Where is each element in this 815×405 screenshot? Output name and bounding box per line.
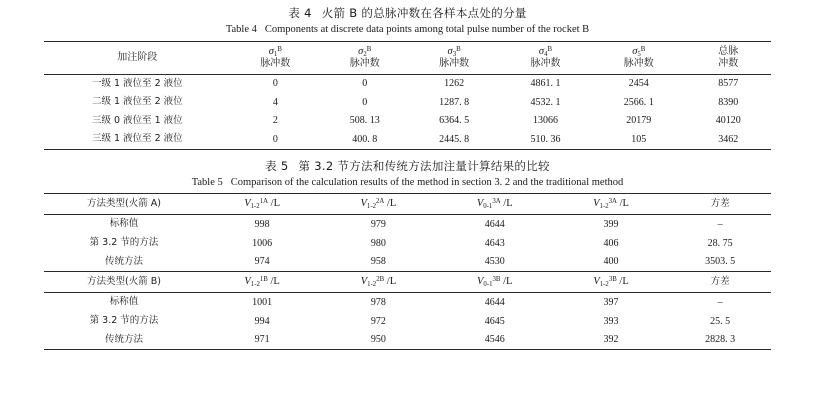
table5-header-variance-a: 方差: [669, 194, 771, 215]
table5-cell: 980: [370, 237, 386, 249]
table-row: [44, 312, 771, 331]
table4-caption-en: [44, 23, 771, 36]
table-row: [44, 253, 771, 272]
table4-cell: 13066: [532, 115, 558, 127]
table5-cell: 传统方法: [44, 331, 204, 350]
table5-header-v3a-12: $V_{1-2}^{3A}$ /L: [553, 194, 669, 215]
table5-caption-cn-text: 第 3.2 节方法和传统方法加注量计算结果的比较: [298, 158, 550, 173]
table5-cell: 25. 5: [710, 315, 731, 327]
table5-cell: 400: [603, 256, 619, 268]
table4-cell: 4: [272, 96, 278, 108]
table4-cell: 2454: [592, 74, 685, 93]
table4-cell: 20179: [626, 115, 652, 127]
table5-cell: 950: [320, 331, 436, 350]
table5-cell: 392: [553, 331, 669, 350]
table5-header-variance-b: 方差: [669, 272, 771, 293]
table5-header-type-a: 方法类型(火箭 A): [44, 194, 204, 215]
table5-cell: 3503. 5: [705, 256, 736, 268]
table4-caption-en-text: Components at discrete data points among total pulse number of the rocket B: [264, 24, 590, 36]
table5-cell: 传统方法: [104, 255, 143, 267]
table4-cell: 一级 1 液位至 2 液位: [44, 74, 231, 93]
table4-cell: 0: [320, 74, 409, 93]
table4-header-sigma3: $\sigma_3^B$ 脉冲数: [409, 41, 498, 74]
table4-cell: 三级 1 液位至 2 液位: [44, 130, 231, 149]
table5-cell: 4643: [484, 237, 505, 249]
table5-cell: 4644: [437, 215, 553, 234]
table5-header-row-b: [44, 272, 771, 293]
table4-cell: 4532. 1: [530, 96, 561, 108]
table5-cell: 4530: [484, 256, 505, 268]
table4-header-sigma2: $\sigma_2^B$ 脉冲数: [320, 41, 409, 74]
table5-caption-en-text: Comparison of the calculation results of the method in section 3. 2 and the traditional method: [230, 177, 624, 189]
table-row: [44, 74, 771, 93]
table4-cell: 400. 8: [320, 130, 409, 149]
table4-cell: 40120: [715, 115, 741, 127]
table4-caption-cn-number: 表 4: [288, 6, 312, 20]
table5-cell: 4546: [437, 331, 553, 350]
table5: [44, 193, 771, 350]
table4-cell: 3462: [685, 130, 771, 149]
table5-cell: 标称值: [44, 215, 204, 234]
table5-cell: 1006: [252, 237, 273, 249]
table5-header-type-b: 方法类型(火箭 B): [44, 272, 204, 293]
table5-cell: 393: [603, 315, 619, 327]
table5-cell: 974: [254, 256, 270, 268]
table5-header-v3a-01: $V_{0-1}^{3A}$ /L: [437, 194, 553, 215]
table5-header-v1b: $V_{1-2}^{1B}$ /L: [204, 272, 320, 293]
table4-cell: 510. 36: [499, 130, 592, 149]
table4-cell: 0: [231, 74, 320, 93]
table-row: [44, 234, 771, 253]
table-row: [44, 112, 771, 131]
table4-header-total: 总脉 冲数: [685, 41, 771, 74]
table4-caption-cn-text: 火箭 B 的总脉冲数在各样本点处的分量: [321, 6, 527, 20]
table4-cell: 4861. 1: [499, 74, 592, 93]
table-row: [44, 215, 771, 234]
table4-cell: 三级 0 液位至 1 液位: [91, 114, 183, 126]
table5-cell: 994: [254, 315, 270, 327]
table5-cell: 972: [370, 315, 386, 327]
table4-cell: 8390: [718, 96, 739, 108]
table4-cell: 0: [362, 96, 368, 108]
table4-cell: 2445. 8: [409, 130, 498, 149]
table5-cell: 979: [320, 215, 436, 234]
table5-cell: –: [669, 215, 771, 234]
table4-header-row: [44, 41, 771, 74]
table5-caption-cn-number: 表 5: [265, 158, 289, 173]
table4-caption-en-number: Table 4: [225, 24, 257, 36]
table-row: [44, 331, 771, 350]
table5-header-v3b-12: $V_{1-2}^{3B}$ /L: [553, 272, 669, 293]
table4-header-sigma1: $\sigma_1^B$ 脉冲数: [231, 41, 320, 74]
table4: [44, 41, 771, 150]
table4-cell: 1262: [409, 74, 498, 93]
table5-cell: 406: [603, 237, 619, 249]
table5-cell: 4645: [484, 315, 505, 327]
table5-cell: 978: [320, 293, 436, 312]
table4-cell: 0: [231, 130, 320, 149]
table4-cell: 105: [592, 130, 685, 149]
table-row: [44, 130, 771, 149]
table5-header-v2a: $V_{1-2}^{2A}$ /L: [320, 194, 436, 215]
table5-cell: 998: [204, 215, 320, 234]
table5-header-v1a: $V_{1-2}^{1A}$ /L: [204, 194, 320, 215]
table5-cell: 4644: [437, 293, 553, 312]
table-row: [44, 293, 771, 312]
table4-cell: 二级 1 液位至 2 液位: [91, 96, 183, 108]
table4-cell: 1287. 8: [439, 96, 470, 108]
table4-caption-cn: [44, 6, 771, 20]
table4-cell: 6364. 5: [439, 115, 470, 127]
table5-cell: 第 3.2 节的方法: [89, 314, 159, 326]
table5-header-row-a: [44, 194, 771, 215]
table5-cell: 958: [370, 256, 386, 268]
table5-caption-en: [44, 176, 771, 189]
table4-cell: 508. 13: [349, 115, 380, 127]
table4-cell: 2566. 1: [623, 96, 654, 108]
table5-cell: 971: [204, 331, 320, 350]
table5-cell: 397: [553, 293, 669, 312]
table-row: [44, 93, 771, 112]
table5-cell: –: [669, 293, 771, 312]
table4-header-stage: 加注阶段: [44, 41, 231, 74]
table4-cell: 8577: [685, 74, 771, 93]
table4-header-sigma5: $\sigma_5^B$ 脉冲数: [592, 41, 685, 74]
table5-caption-en-number: Table 5: [191, 177, 223, 189]
table5-cell: 2828. 3: [669, 331, 771, 350]
table4-cell: 2: [272, 115, 278, 127]
table5-cell: 1001: [204, 293, 320, 312]
table5-cell: 标称值: [44, 293, 204, 312]
table5-cell: 399: [553, 215, 669, 234]
table5-caption-cn: [44, 159, 771, 173]
table5-header-v3b-01: $V_{0-1}^{3B}$ /L: [437, 272, 553, 293]
table4-header-sigma4: $\sigma_4^B$ 脉冲数: [499, 41, 592, 74]
table5-header-v2b: $V_{1-2}^{2B}$ /L: [320, 272, 436, 293]
table5-cell: 28. 75: [707, 237, 733, 249]
table5-cell: 第 3.2 节的方法: [89, 236, 159, 248]
